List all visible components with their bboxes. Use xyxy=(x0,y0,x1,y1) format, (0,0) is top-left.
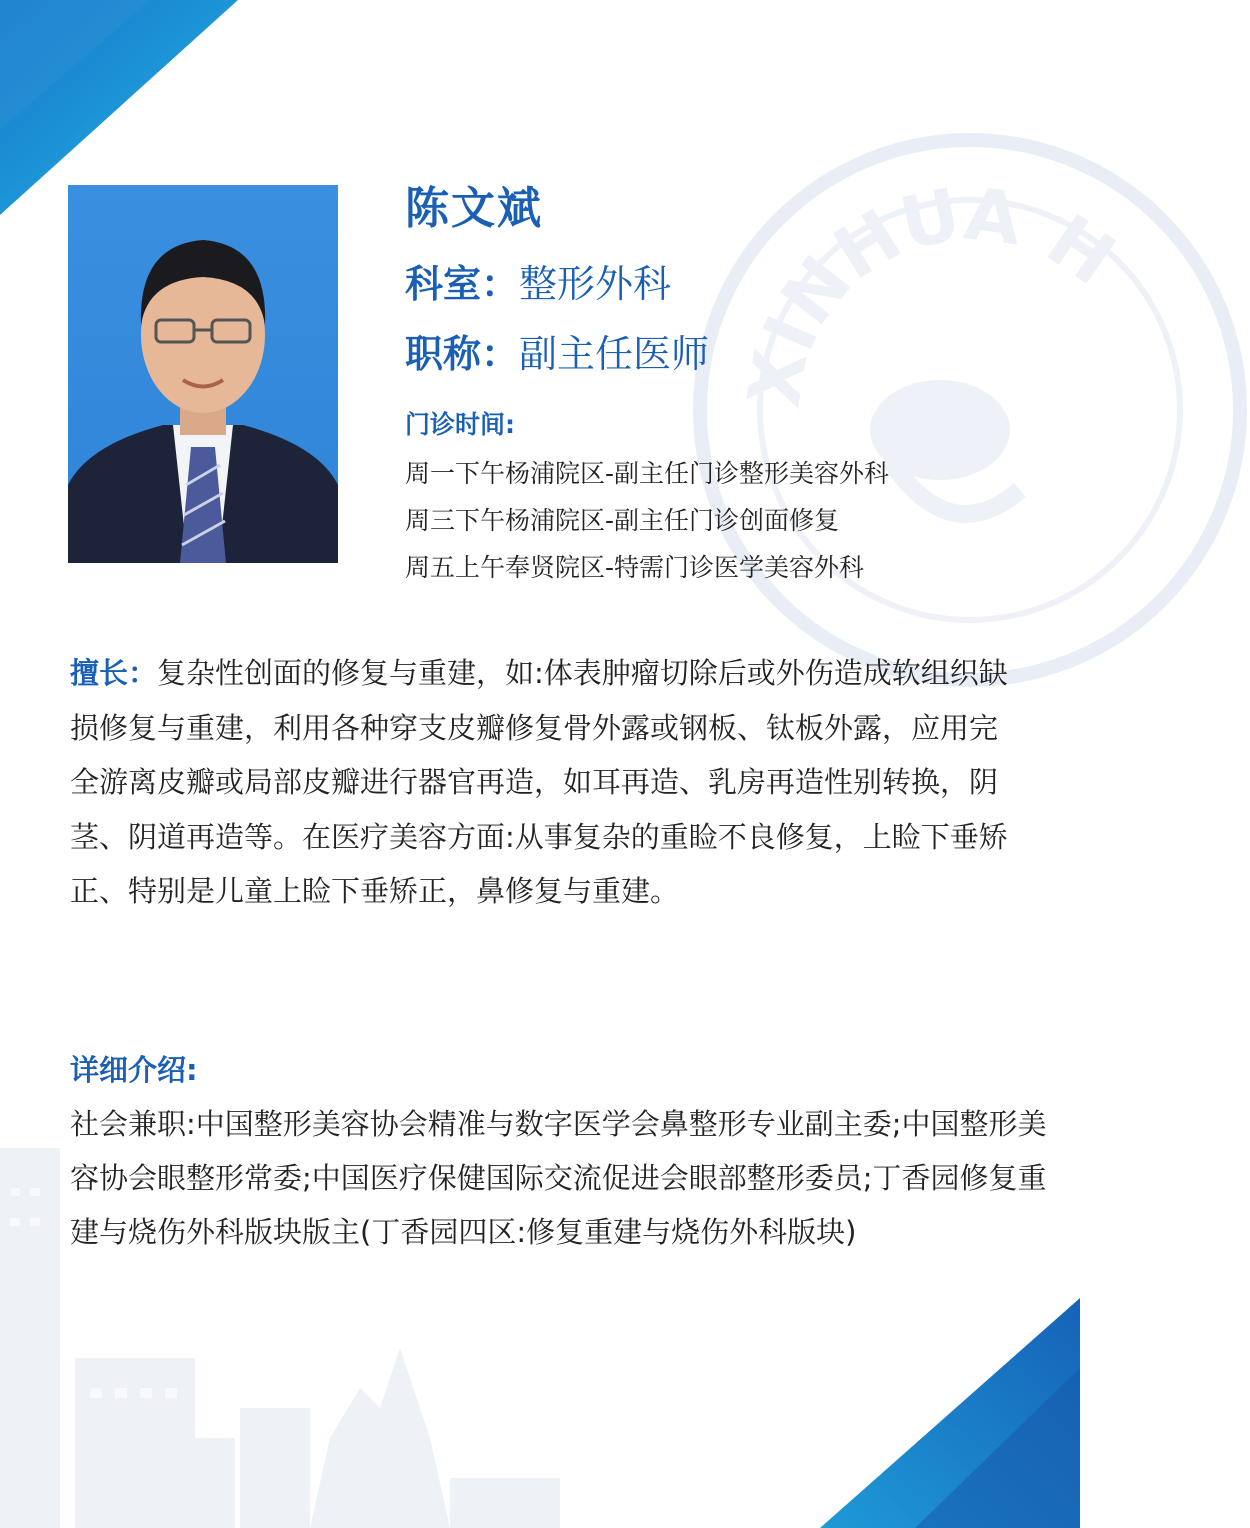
specialty-text: 复杂性创面的修复与重建，如:体表肿瘤切除后或外伤造成软组织缺损修复与重建，利用各种穿支皮瓣修复骨外露或钢板、钛板外露，应用完全游离皮瓣或局部皮瓣进行器官再造，如耳再造、乳房再造性别转换，阴茎、阴道再造等。在医疗美容方面:从事复杂的重睑不良修复，上睑下垂矫正、特别是儿童上睑下垂矫正，鼻修复与重建。 xyxy=(70,656,1008,908)
clinic-schedule-item: 周五上午奉贤院区-特需门诊医学美容外科 xyxy=(405,553,865,582)
department-value: 整形外科 xyxy=(519,262,672,306)
department-label: 科室： xyxy=(405,262,520,306)
title-value: 副主任医师 xyxy=(519,332,710,376)
doctor-name: 陈文斌 xyxy=(405,183,543,234)
clinic-schedule-item: 周三下午杨浦院区-副主任门诊创面修复 xyxy=(405,506,840,535)
clinic-schedule-list xyxy=(405,450,1045,591)
title-label: 职称： xyxy=(405,332,520,376)
doctor-portrait xyxy=(68,185,338,563)
clinic-hours-label: 门诊时间: xyxy=(405,410,515,439)
hospital-seal-watermark xyxy=(690,130,1250,690)
clinic-schedule-item: 周一下午杨浦院区-副主任门诊整形美容外科 xyxy=(405,459,890,488)
title-row xyxy=(405,323,709,378)
svg-text:XINHUA H: XINHUA H xyxy=(731,171,1130,413)
portrait-illustration xyxy=(68,185,338,563)
detail-intro-text: 社会兼职:中国整形美容协会精准与数字医学会鼻整形专业副主委;中国整形美容协会眼整形常委;中国医疗保健国际交流促进会眼部整形委员;丁香园修复重建与烧伤外科版块版主(丁香园四区:修复重建与烧伤外科版块) xyxy=(70,1107,1047,1249)
specialty-paragraph xyxy=(70,646,1020,919)
detail-intro-label: 详细介绍: xyxy=(70,1053,198,1087)
specialty-label: 擅长： xyxy=(70,656,158,690)
corner-decoration-bottom-right xyxy=(820,1298,1080,1528)
department-row xyxy=(405,253,671,308)
